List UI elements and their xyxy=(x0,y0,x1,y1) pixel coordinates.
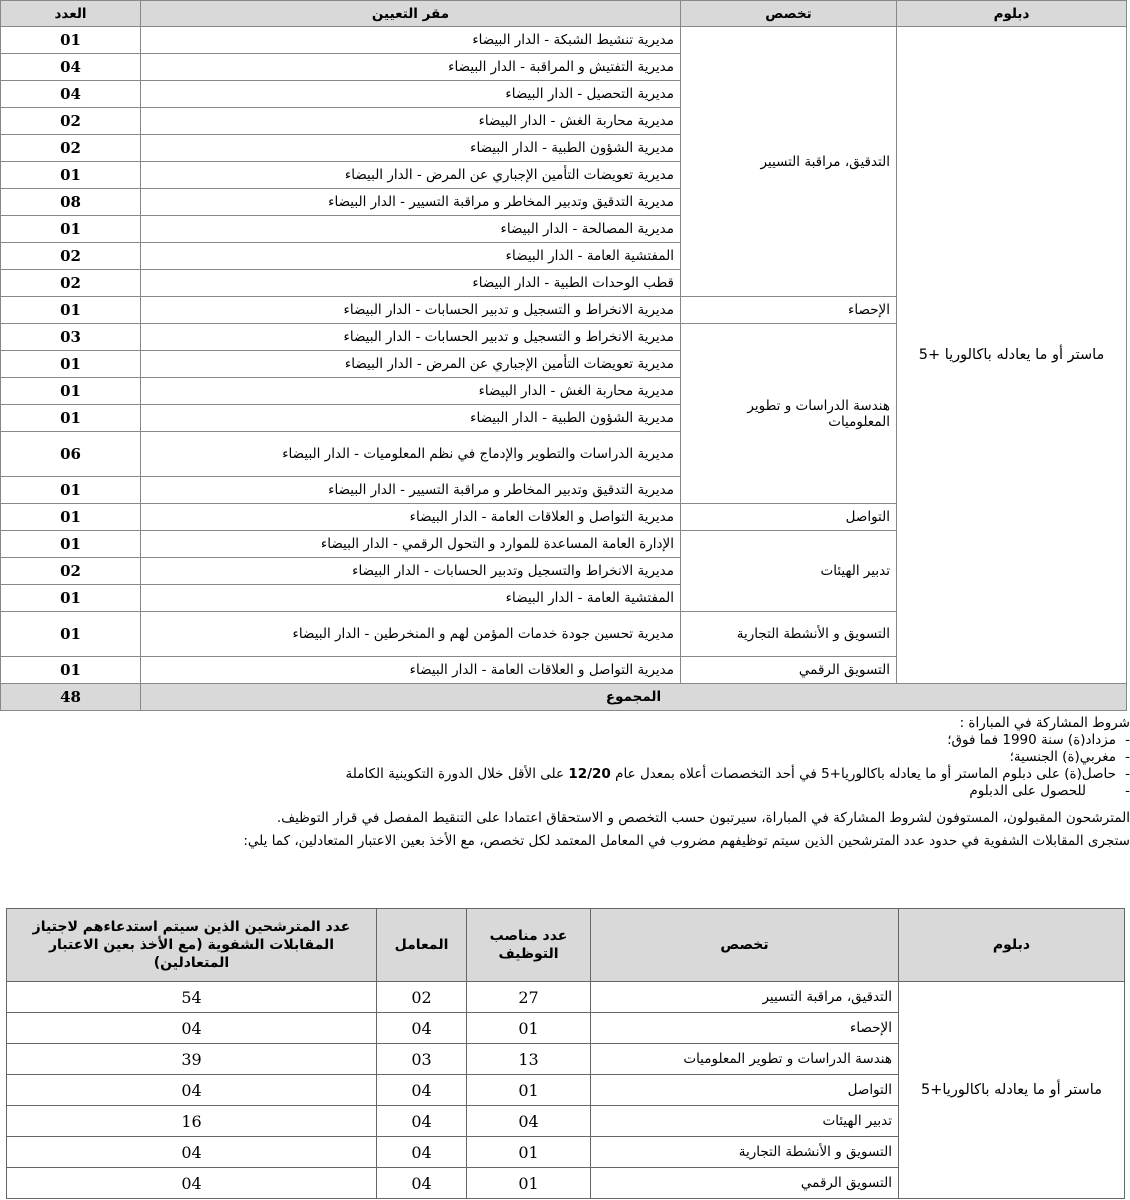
condition-text: على الأقل خلال الدورة التكوينية الكاملة xyxy=(345,766,569,782)
posts-cell: 01 xyxy=(467,1013,591,1044)
interview-table-body xyxy=(7,982,1125,1199)
affectation-cell: مديرية تنشيط الشبكة - الدار البيضاء xyxy=(141,27,681,54)
total-row xyxy=(1,684,1127,711)
count-cell: 01 xyxy=(1,657,141,684)
coefficient-cell: 04 xyxy=(377,1013,467,1044)
header-affectation: مقر التعيين xyxy=(141,1,681,27)
count-cell: 06 xyxy=(1,432,141,477)
header-diploma: دبلوم xyxy=(899,909,1125,982)
specialty-cell: التسويق و الأنشطة التجارية xyxy=(681,612,897,657)
coefficient-cell: 04 xyxy=(377,1106,467,1137)
condition-item: - مغربي(ة) الجنسية؛ xyxy=(0,749,1130,766)
condition-item xyxy=(0,766,1130,783)
posts-cell: 01 xyxy=(467,1137,591,1168)
posts-cell: 01 xyxy=(467,1075,591,1106)
affectation-cell: مديرية محاربة الغش - الدار البيضاء xyxy=(141,108,681,135)
header-diploma: دبلوم xyxy=(897,1,1127,27)
posts-cell: 01 xyxy=(467,1168,591,1199)
specialty-cell: التدقيق، مراقبة التسيير xyxy=(591,982,899,1013)
header-posts: عدد مناصب التوظيف xyxy=(467,909,591,982)
coefficient-cell: 04 xyxy=(377,1168,467,1199)
candidates-cell: 54 xyxy=(7,982,377,1013)
specialty-cell: تدبير الهيئات xyxy=(681,531,897,612)
affectation-cell: المفتشية العامة - الدار البيضاء xyxy=(141,585,681,612)
affectation-cell: مديرية الدراسات والتطوير والإدماج في نظم المعلوميات - الدار البيضاء xyxy=(141,432,681,477)
count-cell: 01 xyxy=(1,162,141,189)
condition-grade: 12/20 xyxy=(568,766,611,782)
affectation-cell: مديرية التواصل و العلاقات العامة - الدار البيضاء xyxy=(141,657,681,684)
specialty-cell: هندسة الدراسات و تطوير المعلوميات xyxy=(591,1044,899,1075)
header-coefficient: المعامل xyxy=(377,909,467,982)
count-cell: 02 xyxy=(1,558,141,585)
specialty-cell: التدقيق، مراقبة التسيير xyxy=(681,27,897,297)
affectation-cell: مديرية تعويضات التأمين الإجباري عن المرض - الدار البيضاء xyxy=(141,162,681,189)
condition-text: للحصول على الدبلوم xyxy=(969,783,1086,799)
count-cell: 02 xyxy=(1,243,141,270)
affectation-cell: مديرية تحسين جودة خدمات المؤمن لهم و المنخرطين - الدار البيضاء xyxy=(141,612,681,657)
affectation-row xyxy=(1,27,1127,54)
affectation-cell: قطب الوحدات الطبية - الدار البيضاء xyxy=(141,270,681,297)
count-cell: 02 xyxy=(1,270,141,297)
specialty-cell: تدبير الهيئات xyxy=(591,1106,899,1137)
count-cell: 04 xyxy=(1,54,141,81)
coefficient-cell: 04 xyxy=(377,1075,467,1106)
coefficient-cell: 02 xyxy=(377,982,467,1013)
count-cell: 01 xyxy=(1,405,141,432)
count-cell: 01 xyxy=(1,504,141,531)
count-cell: 01 xyxy=(1,297,141,324)
header-specialty: تخصص xyxy=(681,1,897,27)
posts-cell: 27 xyxy=(467,982,591,1013)
candidates-cell: 04 xyxy=(7,1168,377,1199)
interview-table xyxy=(6,908,1125,1199)
affectation-cell: مديرية التحصيل - الدار البيضاء xyxy=(141,81,681,108)
candidates-cell: 04 xyxy=(7,1137,377,1168)
count-cell: 02 xyxy=(1,135,141,162)
participation-conditions xyxy=(0,715,1130,850)
ranking-paragraph: المترشحون المقبولون، المستوفون لشروط المشاركة في المباراة، سيرتبون حسب التخصص و الاستحقاق اعتمادا على التنقيط المفصل في قرار التوظيف. xyxy=(276,810,1130,826)
affectation-cell: مديرية التواصل و العلاقات العامة - الدار البيضاء xyxy=(141,504,681,531)
affectation-cell: مديرية الانخراط و التسجيل و تدبير الحسابات - الدار البيضاء xyxy=(141,324,681,351)
interview-paragraph: ستجرى المقابلات الشفوية في حدود عدد المترشحين الذين سيتم توظيفهم مضروب في المعامل المعتمد لكل تخصص، مع الأخذ بعين الاعتبار المتعادلين، كما يلي: xyxy=(243,833,1130,849)
count-cell: 01 xyxy=(1,378,141,405)
posts-cell: 04 xyxy=(467,1106,591,1137)
interview-row xyxy=(7,982,1125,1013)
count-cell: 01 xyxy=(1,351,141,378)
affectation-cell: مديرية الشؤون الطبية - الدار البيضاء xyxy=(141,405,681,432)
affectation-cell: الإدارة العامة المساعدة للموارد و التحول الرقمي - الدار البيضاء xyxy=(141,531,681,558)
specialty-cell: التواصل xyxy=(591,1075,899,1106)
posts-cell: 13 xyxy=(467,1044,591,1075)
candidates-cell: 04 xyxy=(7,1013,377,1044)
diploma-cell: ماستر أو ما يعادله باكالوريا+5 xyxy=(899,982,1125,1199)
specialty-cell: التسويق الرقمي xyxy=(591,1168,899,1199)
affectation-cell: مديرية التفتيش و المراقبة - الدار البيضاء xyxy=(141,54,681,81)
specialty-cell: الإحصاء xyxy=(591,1013,899,1044)
affectation-table-body xyxy=(1,27,1127,711)
total-label: المجموع xyxy=(141,684,1127,711)
specialty-cell: التسويق الرقمي xyxy=(681,657,897,684)
header-count: العدد xyxy=(1,1,141,27)
candidates-cell: 04 xyxy=(7,1075,377,1106)
affectation-cell: مديرية محاربة الغش - الدار البيضاء xyxy=(141,378,681,405)
coefficient-cell: 03 xyxy=(377,1044,467,1075)
count-cell: 08 xyxy=(1,189,141,216)
specialty-cell: هندسة الدراسات و تطوير المعلوميات xyxy=(681,324,897,504)
affectation-cell: مديرية التدقيق وتدبير المخاطر و مراقبة التسيير - الدار البيضاء xyxy=(141,189,681,216)
count-cell: 01 xyxy=(1,531,141,558)
specialty-cell: التواصل xyxy=(681,504,897,531)
count-cell: 01 xyxy=(1,477,141,504)
candidates-cell: 16 xyxy=(7,1106,377,1137)
interview-table-header xyxy=(7,909,1125,982)
total-value: 48 xyxy=(1,684,141,711)
condition-item: - مزداد(ة) سنة 1990 فما فوق؛ xyxy=(0,732,1130,749)
header-specialty: تخصص xyxy=(591,909,899,982)
conditions-title: شروط المشاركة في المباراة : xyxy=(959,715,1130,731)
count-cell: 02 xyxy=(1,108,141,135)
diploma-cell: ماستر أو ما يعادله باكالوريا +5 xyxy=(897,27,1127,684)
affectation-cell: المفتشية العامة - الدار البيضاء xyxy=(141,243,681,270)
count-cell: 01 xyxy=(1,27,141,54)
specialty-cell: التسويق و الأنشطة التجارية xyxy=(591,1137,899,1168)
affectation-cell: مديرية الشؤون الطبية - الدار البيضاء xyxy=(141,135,681,162)
count-cell: 04 xyxy=(1,81,141,108)
condition-continuation xyxy=(0,783,1130,800)
affectation-cell: مديرية التدقيق وتدبير المخاطر و مراقبة التسيير - الدار البيضاء xyxy=(141,477,681,504)
header-candidates: عدد المترشحين الذين سيتم استدعاءهم لاجتياز المقابلات الشفوية (مع الأخذ بعين الاعتبار المتعادلين) xyxy=(7,909,377,982)
condition-text: حاصل(ة) على دبلوم الماستر أو ما يعادله باكالوريا+5 في أحد التخصصات أعلاه بمعدل عام xyxy=(610,766,1116,782)
count-cell: 03 xyxy=(1,324,141,351)
candidates-cell: 39 xyxy=(7,1044,377,1075)
affectation-cell: مديرية الانخراط والتسجيل وتدبير الحسابات - الدار البيضاء xyxy=(141,558,681,585)
count-cell: 01 xyxy=(1,585,141,612)
count-cell: 01 xyxy=(1,612,141,657)
affectation-cell: مديرية المصالحة - الدار البيضاء xyxy=(141,216,681,243)
affectation-cell: مديرية تعويضات التأمين الإجباري عن المرض - الدار البيضاء xyxy=(141,351,681,378)
specialty-cell: الإحصاء xyxy=(681,297,897,324)
affectation-cell: مديرية الانخراط و التسجيل و تدبير الحسابات - الدار البيضاء xyxy=(141,297,681,324)
affectation-table-header xyxy=(1,1,1127,27)
count-cell: 01 xyxy=(1,216,141,243)
coefficient-cell: 04 xyxy=(377,1137,467,1168)
